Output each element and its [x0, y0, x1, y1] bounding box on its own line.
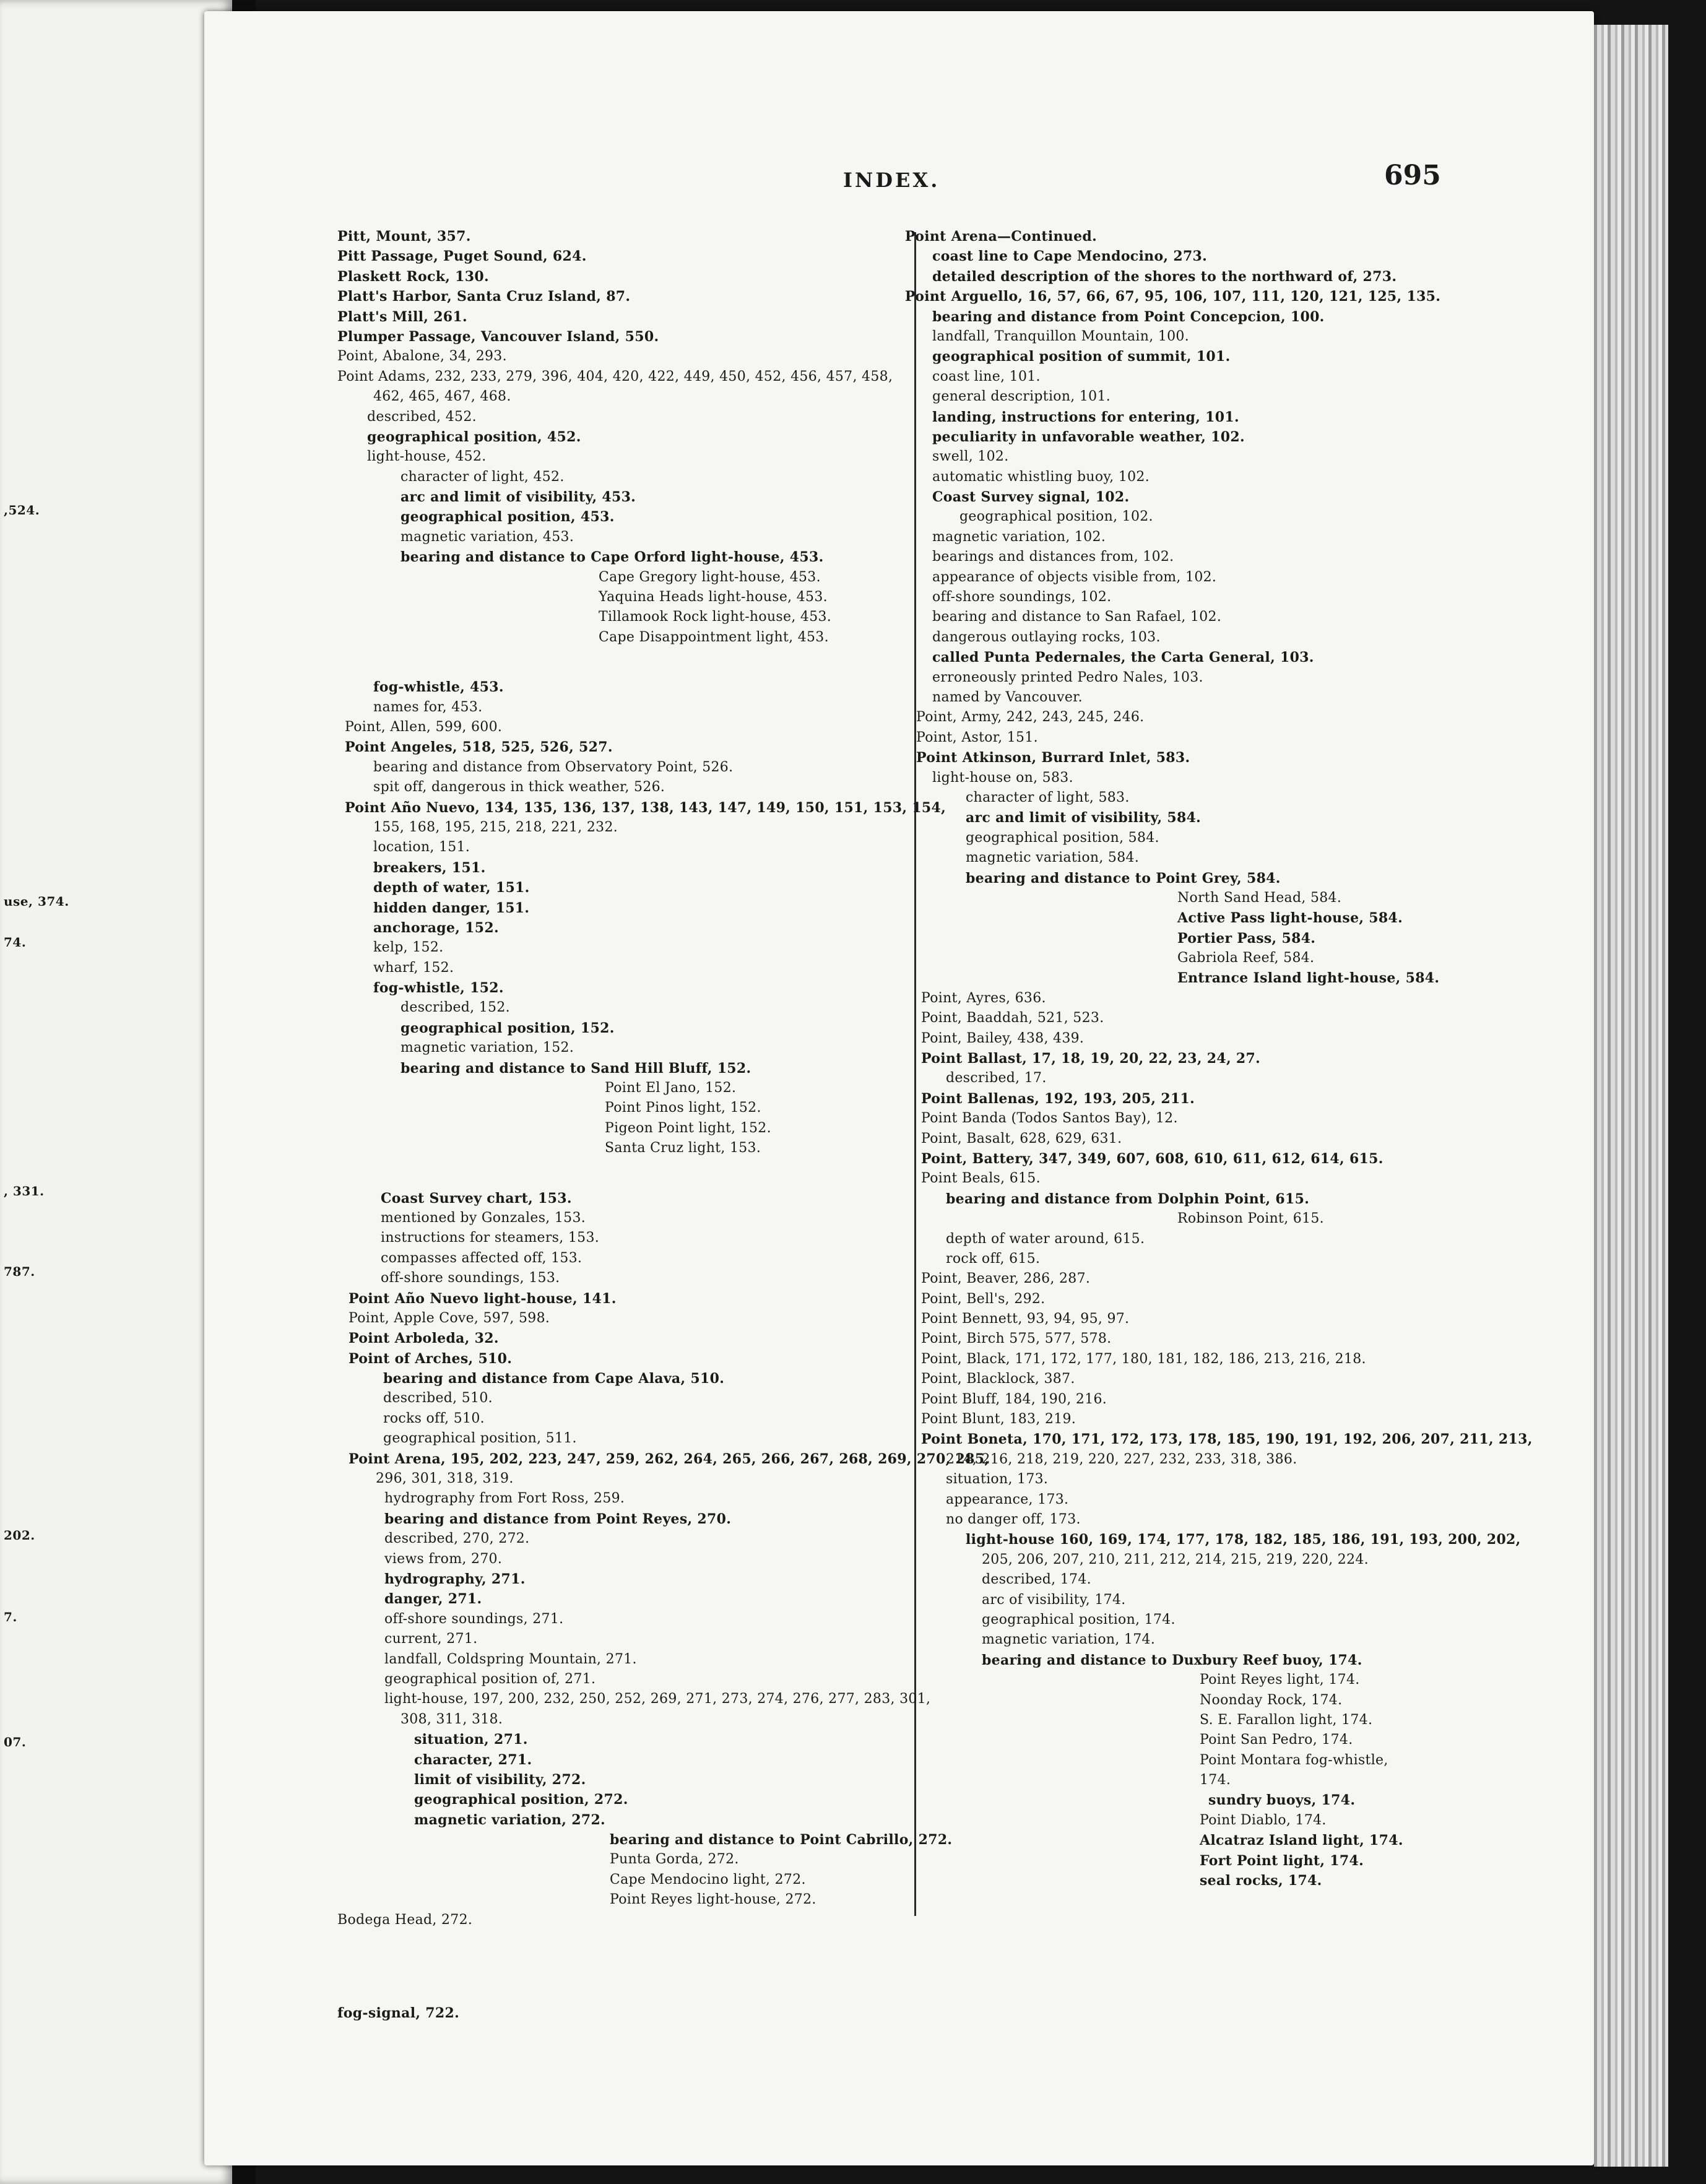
index-entry: geographical position, 272. — [414, 1792, 628, 1808]
index-entry: Point San Pedro, 174. — [1200, 1732, 1353, 1748]
index-entry: Plaskett Rock, 130. — [337, 268, 489, 285]
index-entry: Point, Abalone, 34, 293. — [337, 349, 507, 365]
index-entry: 296, 301, 318, 319. — [376, 1471, 514, 1487]
index-entry: no danger off, 173. — [946, 1512, 1081, 1527]
index-entry: Point Arena—Continued. — [905, 228, 1098, 245]
index-entry: depth of water around, 615. — [946, 1231, 1145, 1247]
index-entry: Alcatraz Island light, 174. — [1200, 1832, 1403, 1849]
index-entry: instructions for steamers, 153. — [381, 1230, 600, 1246]
index-entry: Gabriola Reef, 584. — [1177, 950, 1315, 966]
index-entry: bearings and distances from, 102. — [932, 549, 1174, 565]
index-entry: Punta Gorda, 272. — [610, 1852, 739, 1868]
index-entry: fog-whistle, 453. — [373, 679, 504, 696]
index-entry: kelp, 152. — [373, 940, 444, 956]
left-page-fragment: ,524. — [4, 503, 40, 518]
facing-left-page — [0, 0, 232, 2184]
index-entry: Point Arguello, 16, 57, 66, 67, 95, 106, 107, 111, 120, 121, 125, 135. — [905, 288, 1441, 305]
index-entry: fog-signal, 722. — [337, 2005, 460, 2022]
index-entry: hidden danger, 151. — [373, 899, 530, 916]
index-entry: Point Adams, 232, 233, 279, 396, 404, 420, 422, 449, 450, 452, 456, 457, 458, — [337, 368, 893, 384]
left-page-fragment: 07. — [4, 1735, 27, 1749]
index-entry: geographical position, 174. — [982, 1611, 1176, 1627]
running-head: INDEX. — [843, 168, 940, 192]
index-entry: bearing and distance to Point Grey, 584. — [966, 870, 1281, 886]
index-entry: fog-whistle, 152. — [373, 980, 504, 997]
index-entry: general description, 101. — [932, 389, 1111, 405]
index-entry: geographical position, 511. — [383, 1431, 577, 1447]
index-entry: peculiarity in unfavorable weather, 102. — [932, 428, 1245, 445]
index-entry: bearing and distance to Sand Hill Bluff, 152. — [401, 1060, 751, 1077]
index-entry: breakers, 151. — [373, 859, 486, 876]
index-entry: mentioned by Gonzales, 153. — [381, 1210, 586, 1226]
index-entry: landfall, Coldspring Mountain, 271. — [384, 1651, 637, 1667]
index-entry: Point Ballast, 17, 18, 19, 20, 22, 23, 24, 27. — [921, 1051, 1261, 1067]
index-entry: magnetic variation, 272. — [414, 1811, 606, 1828]
index-entry: Point, Black, 171, 172, 177, 180, 181, 182, 186, 213, 216, 218. — [921, 1351, 1366, 1367]
index-entry: Santa Cruz light, 153. — [605, 1140, 761, 1156]
index-entry: Point Reyes light, 174. — [1200, 1672, 1360, 1688]
index-entry: Fort Point light, 174. — [1200, 1852, 1364, 1869]
index-entry: bearing and distance from Cape Alava, 510. — [383, 1371, 725, 1387]
index-entry: geographical position, 102. — [959, 509, 1153, 525]
index-entry: Point Angeles, 518, 525, 526, 527. — [345, 739, 613, 756]
index-entry: views from, 270. — [384, 1551, 503, 1567]
index-entry: 214, 216, 218, 219, 220, 227, 232, 233, 318, 386. — [946, 1451, 1297, 1467]
index-entry: light-house, 197, 200, 232, 250, 252, 269, 271, 273, 274, 276, 277, 283, 301, — [384, 1691, 931, 1707]
left-page-fragment: 202. — [4, 1528, 35, 1543]
index-entry: bearing and distance from Point Reyes, 270. — [384, 1510, 732, 1527]
index-entry: Point, Blacklock, 387. — [921, 1371, 1075, 1387]
index-entry: Cape Disappointment light, 453. — [599, 629, 829, 645]
index-entry: rocks off, 510. — [383, 1410, 485, 1426]
index-entry: light-house, 452. — [367, 449, 487, 465]
index-entry: Active Pass light-house, 584. — [1177, 910, 1403, 927]
index-entry: limit of visibility, 272. — [414, 1771, 586, 1788]
index-entry: coast line to Cape Mendocino, 273. — [932, 248, 1208, 265]
index-entry: Point Blunt, 183, 219. — [921, 1411, 1076, 1428]
index-entry: detailed description of the shores to the northward of, 273. — [932, 268, 1397, 285]
index-entry: depth of water, 151. — [373, 880, 530, 896]
index-entry: location, 151. — [373, 839, 470, 856]
index-entry: bearing and distance to Point Cabrillo, 272. — [610, 1832, 953, 1848]
index-entry: Coast Survey signal, 102. — [932, 489, 1130, 506]
index-entry: Point, Battery, 347, 349, 607, 608, 610, 611, 612, 614, 615. — [921, 1150, 1383, 1167]
index-entry: geographical position of summit, 101. — [932, 349, 1231, 365]
index-entry: Platt's Mill, 261. — [337, 308, 467, 325]
index-entry: character of light, 452. — [401, 469, 565, 485]
index-entry: Coast Survey chart, 153. — [381, 1190, 572, 1207]
index-entry: 155, 168, 195, 215, 218, 221, 232. — [373, 819, 618, 835]
left-page-fragment: 787. — [4, 1264, 35, 1279]
index-entry: bearing and distance from Point Concepcion, 100. — [932, 308, 1325, 325]
index-entry: Point, Army, 242, 243, 245, 246. — [916, 709, 1145, 726]
index-entry: dangerous outlaying rocks, 103. — [932, 629, 1161, 645]
index-entry: Point, Baaddah, 521, 523. — [921, 1010, 1104, 1026]
index-entry: compasses affected off, 153. — [381, 1250, 582, 1266]
index-entry: off-shore soundings, 153. — [381, 1270, 560, 1286]
index-entry: swell, 102. — [932, 449, 1009, 465]
index-entry: landfall, Tranquillon Mountain, 100. — [932, 328, 1190, 344]
index-entry: off-shore soundings, 102. — [932, 589, 1112, 605]
index-entry: Point Arboleda, 32. — [349, 1330, 499, 1347]
index-entry: described, 152. — [401, 1000, 510, 1016]
index-entry: Point, Bailey, 438, 439. — [921, 1030, 1085, 1046]
index-entry: arc of visibility, 174. — [982, 1592, 1126, 1608]
index-entry: Point, Birch 575, 577, 578. — [921, 1331, 1112, 1347]
left-page-fragment: 74. — [4, 935, 27, 950]
index-entry: arc and limit of visibility, 584. — [966, 810, 1202, 826]
left-page-fragment: use, 374. — [4, 894, 69, 909]
index-entry: Tillamook Rock light-house, 453. — [599, 609, 832, 625]
index-entry: Point Bluff, 184, 190, 216. — [921, 1391, 1107, 1407]
index-entry: danger, 271. — [384, 1591, 482, 1608]
index-entry: light-house on, 583. — [932, 769, 1073, 786]
index-entry: described, 17. — [946, 1070, 1047, 1086]
index-entry: Cape Mendocino light, 272. — [610, 1871, 806, 1887]
index-entry: bearing and distance to Duxbury Reef buoy, 174. — [982, 1652, 1362, 1668]
index-entry: geographical position, 152. — [401, 1020, 615, 1036]
index-entry: described, 510. — [383, 1390, 493, 1406]
index-entry: described, 270, 272. — [384, 1531, 530, 1547]
index-entry: magnetic variation, 453. — [401, 529, 574, 545]
index-entry: anchorage, 152. — [373, 919, 499, 936]
index-entry: Point Boneta, 170, 171, 172, 173, 178, 185, 190, 191, 192, 206, 207, 211, 213, — [921, 1431, 1533, 1448]
index-entry: Point Atkinson, Burrard Inlet, 583. — [916, 750, 1190, 766]
index-entry: 174. — [1200, 1772, 1231, 1788]
index-entry: Point of Arches, 510. — [349, 1350, 513, 1367]
index-entry: described, 452. — [367, 409, 477, 425]
index-entry: Point Arena, 195, 202, 223, 247, 259, 262, 264, 265, 266, 267, 268, 269, 270, 285, — [349, 1450, 990, 1467]
index-entry: bearing and distance from Observatory Point, 526. — [373, 759, 734, 775]
index-entry: names for, 453. — [373, 699, 483, 715]
index-entry: magnetic variation, 584. — [966, 850, 1140, 866]
index-entry: bearing and distance to Cape Orford light-house, 453. — [401, 549, 824, 566]
index-entry: 205, 206, 207, 210, 211, 212, 214, 215, 219, 220, 224. — [982, 1551, 1369, 1567]
index-entry: sundry buoys, 174. — [1208, 1792, 1356, 1809]
index-entry: 462, 465, 467, 468. — [373, 389, 511, 405]
index-entry: magnetic variation, 174. — [982, 1632, 1156, 1648]
index-entry: appearance, 173. — [946, 1491, 1069, 1507]
index-entry: character of light, 583. — [966, 789, 1130, 805]
page-number: 695 — [1384, 160, 1441, 191]
index-entry: geographical position, 453. — [401, 509, 615, 526]
index-entry: Cape Gregory light-house, 453. — [599, 569, 821, 585]
index-entry: Point, Apple Cove, 597, 598. — [349, 1310, 550, 1326]
index-entry: Point Diablo, 174. — [1200, 1812, 1327, 1828]
index-entry: Entrance Island light-house, 584. — [1177, 970, 1440, 987]
index-entry: Point Banda (Todos Santos Bay), 12. — [921, 1111, 1178, 1127]
index-entry: Yaquina Heads light-house, 453. — [599, 589, 828, 605]
index-entry: landing, instructions for entering, 101. — [932, 409, 1239, 425]
index-entry: coast line, 101. — [932, 368, 1041, 384]
index-entry: current, 271. — [384, 1631, 478, 1647]
index-entry: Point Beals, 615. — [921, 1171, 1041, 1187]
index-entry: situation, 271. — [414, 1731, 528, 1748]
index-entry: magnetic variation, 102. — [932, 529, 1106, 545]
index-entry: Point, Basalt, 628, 629, 631. — [921, 1130, 1122, 1146]
index-entry: Point El Jano, 152. — [605, 1080, 737, 1096]
left-page-fragment: , 331. — [4, 1184, 45, 1198]
index-entry: Pigeon Point light, 152. — [605, 1120, 771, 1136]
index-entry: geographical position, 584. — [966, 830, 1159, 846]
index-entry: Bodega Head, 272. — [337, 1912, 473, 1928]
index-entry: rock off, 615. — [946, 1250, 1041, 1267]
index-entry: Point Año Nuevo light-house, 141. — [349, 1290, 617, 1307]
index-entry: Point Ballenas, 192, 193, 205, 211. — [921, 1090, 1195, 1107]
index-entry: S. E. Farallon light, 174. — [1200, 1712, 1373, 1728]
index-entry: wharf, 152. — [373, 960, 454, 976]
index-entry: automatic whistling buoy, 102. — [932, 469, 1150, 485]
index-entry: bearing and distance from Dolphin Point, 615. — [946, 1190, 1310, 1207]
index-entry: Point Montara fog-whistle, — [1200, 1752, 1388, 1768]
index-entry: Portier Pass, 584. — [1177, 930, 1316, 947]
index-entry: Platt's Harbor, Santa Cruz Island, 87. — [337, 288, 631, 305]
index-entry: character, 271. — [414, 1751, 532, 1768]
index-entry: appearance of objects visible from, 102. — [932, 569, 1217, 585]
index-entry: called Punta Pedernales, the Carta General, 103. — [932, 649, 1314, 666]
left-page-fragment: 7. — [4, 1610, 17, 1624]
index-entry: Point Año Nuevo, 134, 135, 136, 137, 138, 143, 147, 149, 150, 151, 153, 154, — [345, 799, 946, 816]
index-entry: erroneously printed Pedro Nales, 103. — [932, 669, 1203, 685]
index-entry: magnetic variation, 152. — [401, 1040, 574, 1056]
index-entry: Point Pinos light, 152. — [605, 1100, 761, 1116]
index-entry: described, 174. — [982, 1572, 1091, 1588]
index-entry: named by Vancouver. — [932, 689, 1083, 705]
index-column-right — [905, 227, 1706, 1891]
index-entry: geographical position of, 271. — [384, 1671, 596, 1687]
index-entry: bearing and distance to San Rafael, 102. — [932, 609, 1222, 625]
index-entry: off-shore soundings, 271. — [384, 1611, 564, 1627]
index-entry: North Sand Head, 584. — [1177, 890, 1342, 906]
index-entry: Point, Ayres, 636. — [921, 990, 1046, 1006]
index-entry: spit off, dangerous in thick weather, 526. — [373, 779, 665, 795]
index-entry: seal rocks, 174. — [1200, 1873, 1322, 1889]
index-entry: Point Bennett, 93, 94, 95, 97. — [921, 1311, 1130, 1327]
index-entry: light-house 160, 169, 174, 177, 178, 182, 185, 186, 191, 193, 200, 202, — [966, 1532, 1521, 1548]
index-entry: geographical position, 452. — [367, 428, 581, 445]
index-entry: situation, 173. — [946, 1471, 1049, 1488]
index-entry: arc and limit of visibility, 453. — [401, 489, 636, 506]
index-entry: Point, Bell's, 292. — [921, 1291, 1046, 1307]
index-entry: Plumper Passage, Vancouver Island, 550. — [337, 328, 659, 345]
index-entry: Point, Beaver, 286, 287. — [921, 1271, 1091, 1287]
index-spacer — [337, 1930, 1142, 2003]
index-entry: Noonday Rock, 174. — [1200, 1692, 1343, 1708]
index-entry: Robinson Point, 615. — [1177, 1211, 1324, 1227]
index-entry: Point, Allen, 599, 600. — [345, 719, 503, 735]
index-entry: 308, 311, 318. — [401, 1711, 503, 1727]
index-entry: Pitt Passage, Puget Sound, 624. — [337, 248, 587, 265]
index-entry: Pitt, Mount, 357. — [337, 228, 471, 245]
index-entry: hydrography from Fort Ross, 259. — [384, 1491, 625, 1507]
index-entry: hydrography, 271. — [384, 1571, 526, 1587]
index-entry: Point, Astor, 151. — [916, 729, 1038, 745]
index-entry: Point Reyes light-house, 272. — [610, 1892, 816, 1908]
